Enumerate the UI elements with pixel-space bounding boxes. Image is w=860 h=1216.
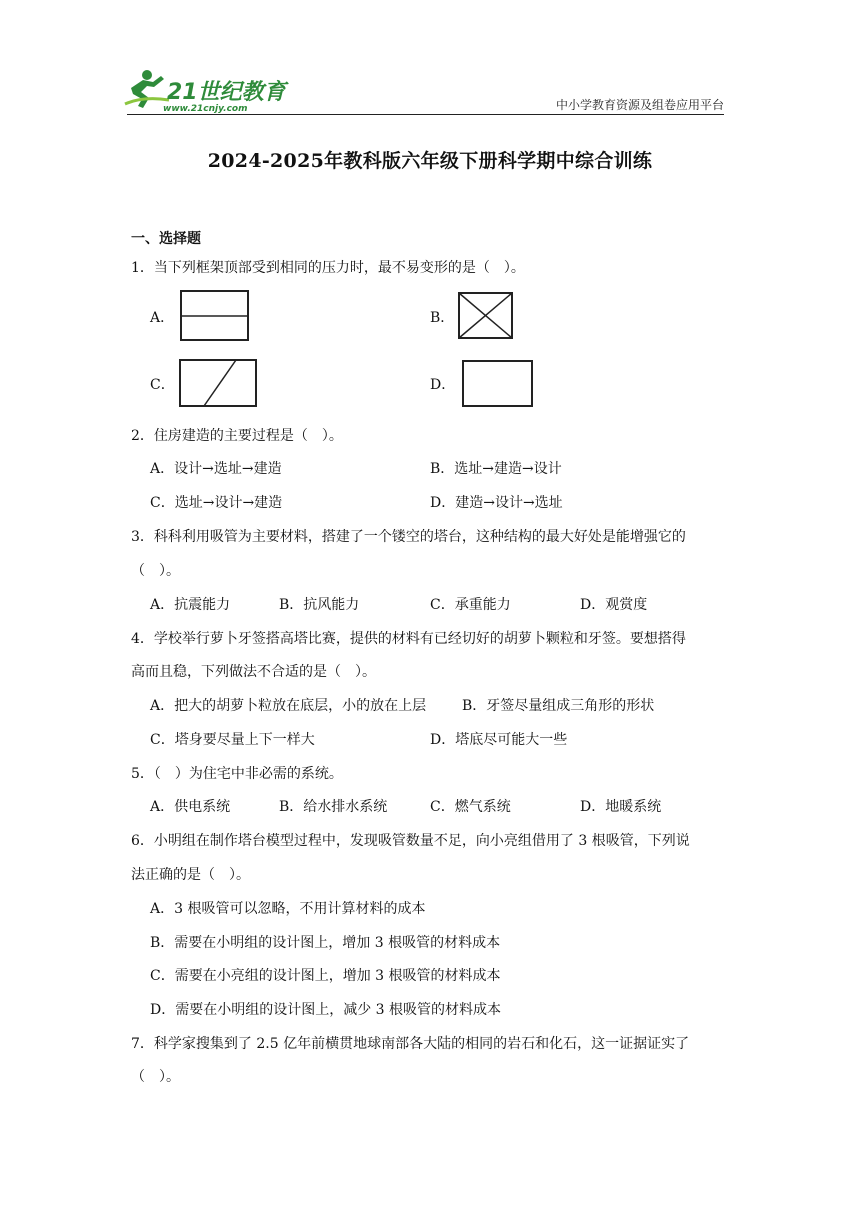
svg-text:21世纪教育: 21世纪教育 bbox=[167, 80, 286, 105]
header-divider bbox=[127, 114, 724, 115]
q5-option-a: A．供电系统 bbox=[150, 799, 231, 815]
logo-graphic bbox=[123, 66, 293, 116]
q1-figure-a bbox=[180, 290, 250, 342]
q1-option-b-label: B． bbox=[430, 310, 455, 326]
question-1-stem: 1．当下列框架顶部受到相同的压力时，最不易变形的是（ ）。 bbox=[131, 260, 525, 276]
runner-icon bbox=[125, 70, 169, 108]
question-3-stem: 3．科科利用吸管为主要材料，搭建了一个镂空的塔台，这种结构的最大好处是能增强它的 bbox=[131, 529, 686, 545]
question-6-stem-cont: 法正确的是（ ）。 bbox=[131, 867, 250, 883]
q2-option-d: D．建造→设计→选址 bbox=[430, 495, 563, 511]
q6-option-b: B．需要在小明组的设计图上，增加 3 根吸管的材料成本 bbox=[150, 935, 501, 951]
q3-option-c: C．承重能力 bbox=[430, 597, 511, 613]
q1-option-d-label: D． bbox=[430, 377, 456, 393]
q2-option-b: B．选址→建造→设计 bbox=[430, 461, 562, 477]
q3-option-b: B．抗风能力 bbox=[279, 597, 360, 613]
q5-option-c: C．燃气系统 bbox=[430, 799, 511, 815]
q4-option-d: D．塔底尽可能大一些 bbox=[430, 732, 568, 748]
q5-option-b: B．给水排水系统 bbox=[279, 799, 388, 815]
q6-option-c: C．需要在小亮组的设计图上，增加 3 根吸管的材料成本 bbox=[150, 968, 501, 984]
question-4-stem: 4．学校举行萝卜牙签搭高塔比赛，提供的材料有已经切好的胡萝卜颗粒和牙签。要想搭得 bbox=[131, 631, 686, 647]
page-title: 2024-2025年教科版六年级下册科学期中综合训练 bbox=[207, 150, 653, 172]
svg-text:www.21cnjy.com: www.21cnjy.com bbox=[163, 104, 248, 114]
q1-figure-b bbox=[458, 292, 514, 340]
question-4-stem-cont: 高而且稳，下列做法不合适的是（ ）。 bbox=[131, 664, 376, 680]
q4-option-c: C．塔身要尽量上下一样大 bbox=[150, 732, 315, 748]
q1-figure-c bbox=[178, 358, 258, 408]
question-7-stem: 7．科学家搜集到了 2.5 亿年前横贯地球南部各大陆的相同的岩石和化石，这一证据证实了 bbox=[131, 1036, 690, 1052]
q3-option-d: D．观赏度 bbox=[580, 597, 648, 613]
question-6-stem: 6．小明组在制作塔台模型过程中，发现吸管数量不足，向小亮组借用了 3 根吸管，下列说 bbox=[131, 833, 690, 849]
q4-option-a: A．把大的胡萝卜粒放在底层，小的放在上层 bbox=[150, 698, 427, 714]
site-logo bbox=[123, 66, 293, 116]
question-5-stem: 5．（ ）为住宅中非必需的系统。 bbox=[131, 766, 343, 782]
q2-option-a: A．设计→选址→建造 bbox=[150, 461, 282, 477]
q6-option-d: D．需要在小明组的设计图上，减少 3 根吸管的材料成本 bbox=[150, 1002, 502, 1018]
q1-figure-d bbox=[462, 360, 534, 408]
question-3-stem-cont: （ ）。 bbox=[131, 563, 180, 579]
section-heading: 一、选择题 bbox=[131, 231, 201, 247]
q3-option-a: A．抗震能力 bbox=[150, 597, 231, 613]
header-tagline: 中小学教育资源及组卷应用平台 bbox=[555, 98, 724, 112]
q1-option-c-label: C． bbox=[150, 377, 175, 393]
question-7-stem-cont: （ ）。 bbox=[131, 1069, 180, 1085]
q5-option-d: D．地暖系统 bbox=[580, 799, 662, 815]
q1-option-a-label: A． bbox=[150, 310, 175, 326]
q6-option-a: A．3 根吸管可以忽略，不用计算材料的成本 bbox=[150, 901, 426, 917]
q2-option-c: C．选址→设计→建造 bbox=[150, 495, 283, 511]
question-2-stem: 2．住房建造的主要过程是（ ）。 bbox=[131, 428, 343, 444]
q4-option-b: B．牙签尽量组成三角形的形状 bbox=[462, 698, 655, 714]
